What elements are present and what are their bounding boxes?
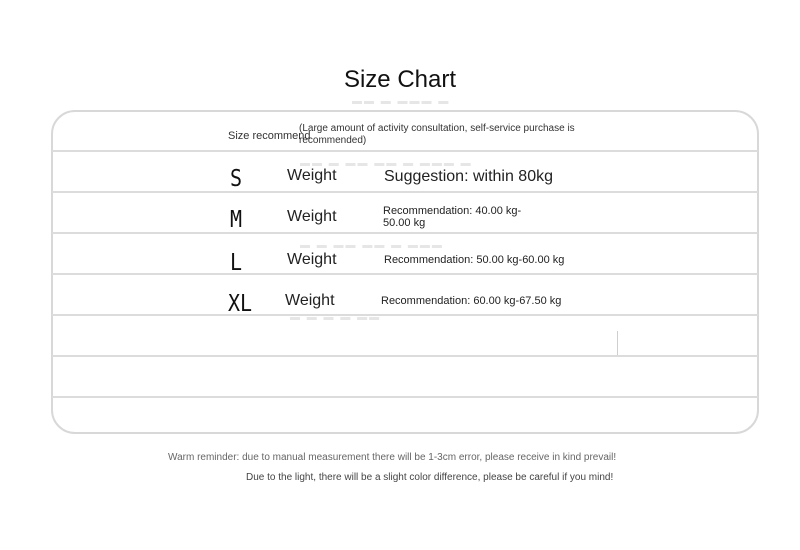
size-l: L (230, 248, 243, 276)
weight-label: Weight (287, 167, 337, 184)
size-m: M (230, 205, 243, 233)
size-s: S (230, 164, 243, 192)
table-divider (52, 396, 758, 398)
weight-label: Weight (285, 292, 335, 309)
page-title: Size Chart (343, 66, 457, 93)
table-divider (52, 232, 758, 234)
size-recommend-note: (Large amount of activity consultation, self-service purchase is recommended) (299, 123, 575, 146)
table-divider (52, 273, 758, 275)
table-divider (52, 314, 758, 316)
ghost-mark: ▬▬ ▬ ▬▬ ▬▬ ▬ ▬▬▬ ▬ (300, 158, 473, 169)
table-divider (52, 355, 758, 357)
weight-label: Weight (287, 251, 337, 268)
recommendation-l: Recommendation: 50.00 kg-60.00 kg (384, 254, 565, 266)
table-column-divider (617, 331, 618, 355)
warm-reminder: Warm reminder: due to manual measurement there will be 1-3cm error, please receive in kind prevail! (168, 452, 617, 463)
size-recommend-label: Size recommend (228, 130, 311, 142)
recommendation-m: Recommendation: 40.00 kg-50.00 kg (383, 205, 522, 229)
recommendation-s: Suggestion: within 80kg (384, 168, 553, 185)
recommendation-xl: Recommendation: 60.00 kg-67.50 kg (381, 295, 562, 307)
ghost-mark: ▬ ▬ ▬▬ ▬▬ ▬ ▬▬▬ (300, 240, 444, 251)
color-note: Due to the light, there will be a slight color difference, please be careful if you mind! (246, 472, 614, 483)
size-xl: XL (228, 289, 253, 317)
table-divider (52, 150, 758, 152)
ghost-mark: ▬ ▬ ▬ ▬ ▬▬ (290, 312, 382, 323)
weight-label: Weight (287, 208, 337, 225)
ghost-mark: ▬▬ ▬ ▬▬▬ ▬ (352, 96, 451, 107)
table-divider (52, 191, 758, 193)
